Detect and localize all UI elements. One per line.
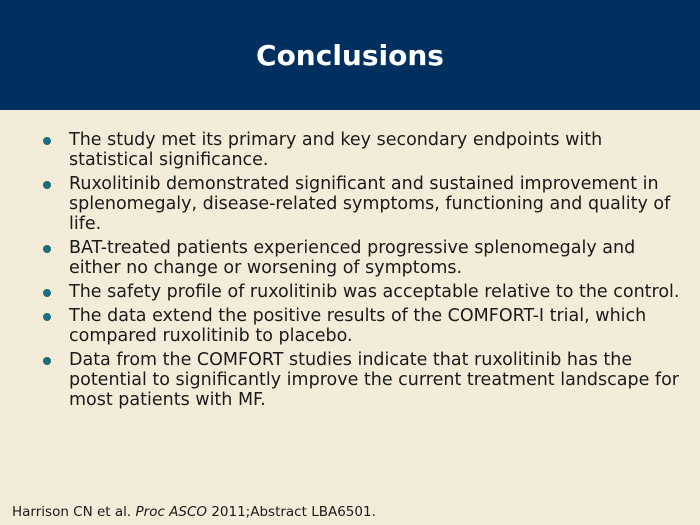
citation-details: 2011;Abstract LBA6501.	[211, 504, 376, 520]
bullet-text: The study met its primary and key secondary endpoints with statistical significance.	[69, 130, 603, 170]
bullet-text: Ruxolitinib demonstrated significant and sustained improvement in splenomegaly, disease-related symptoms, functioning and quality of life.	[69, 174, 671, 234]
slide-title: Conclusions	[256, 39, 444, 72]
bullet-item	[40, 282, 680, 302]
citation	[12, 504, 376, 521]
bullet-text: Data from the COMFORT studies indicate that ruxolitinib has the potential to significantly improve the current treatment landscape for most patients with MF.	[69, 350, 679, 410]
bullet-text: The data extend the positive results of the COMFORT-I trial, which compared ruxolitinib to placebo.	[69, 306, 647, 346]
bullet-text: The safety profile of ruxolitinib was acceptable relative to the control.	[69, 282, 680, 302]
bullet-dot-icon	[43, 245, 51, 253]
title-banner	[0, 0, 700, 110]
bullet-text: BAT-treated patients experienced progressive splenomegaly and either no change or worsening of symptoms.	[69, 238, 636, 278]
citation-authors: Harrison CN et al.	[12, 504, 132, 520]
bullet-dot-icon	[43, 313, 51, 321]
bullet-item	[40, 306, 680, 346]
bullet-item	[40, 130, 680, 170]
bullet-item	[40, 174, 680, 234]
bullet-dot-icon	[43, 289, 51, 297]
bullet-dot-icon	[43, 357, 51, 365]
bullet-dot-icon	[43, 137, 51, 145]
bullet-item	[40, 238, 680, 278]
citation-journal: Proc ASCO	[135, 504, 208, 520]
bullet-dot-icon	[43, 181, 51, 189]
bullet-item	[40, 350, 680, 410]
conclusions-list	[40, 130, 680, 414]
